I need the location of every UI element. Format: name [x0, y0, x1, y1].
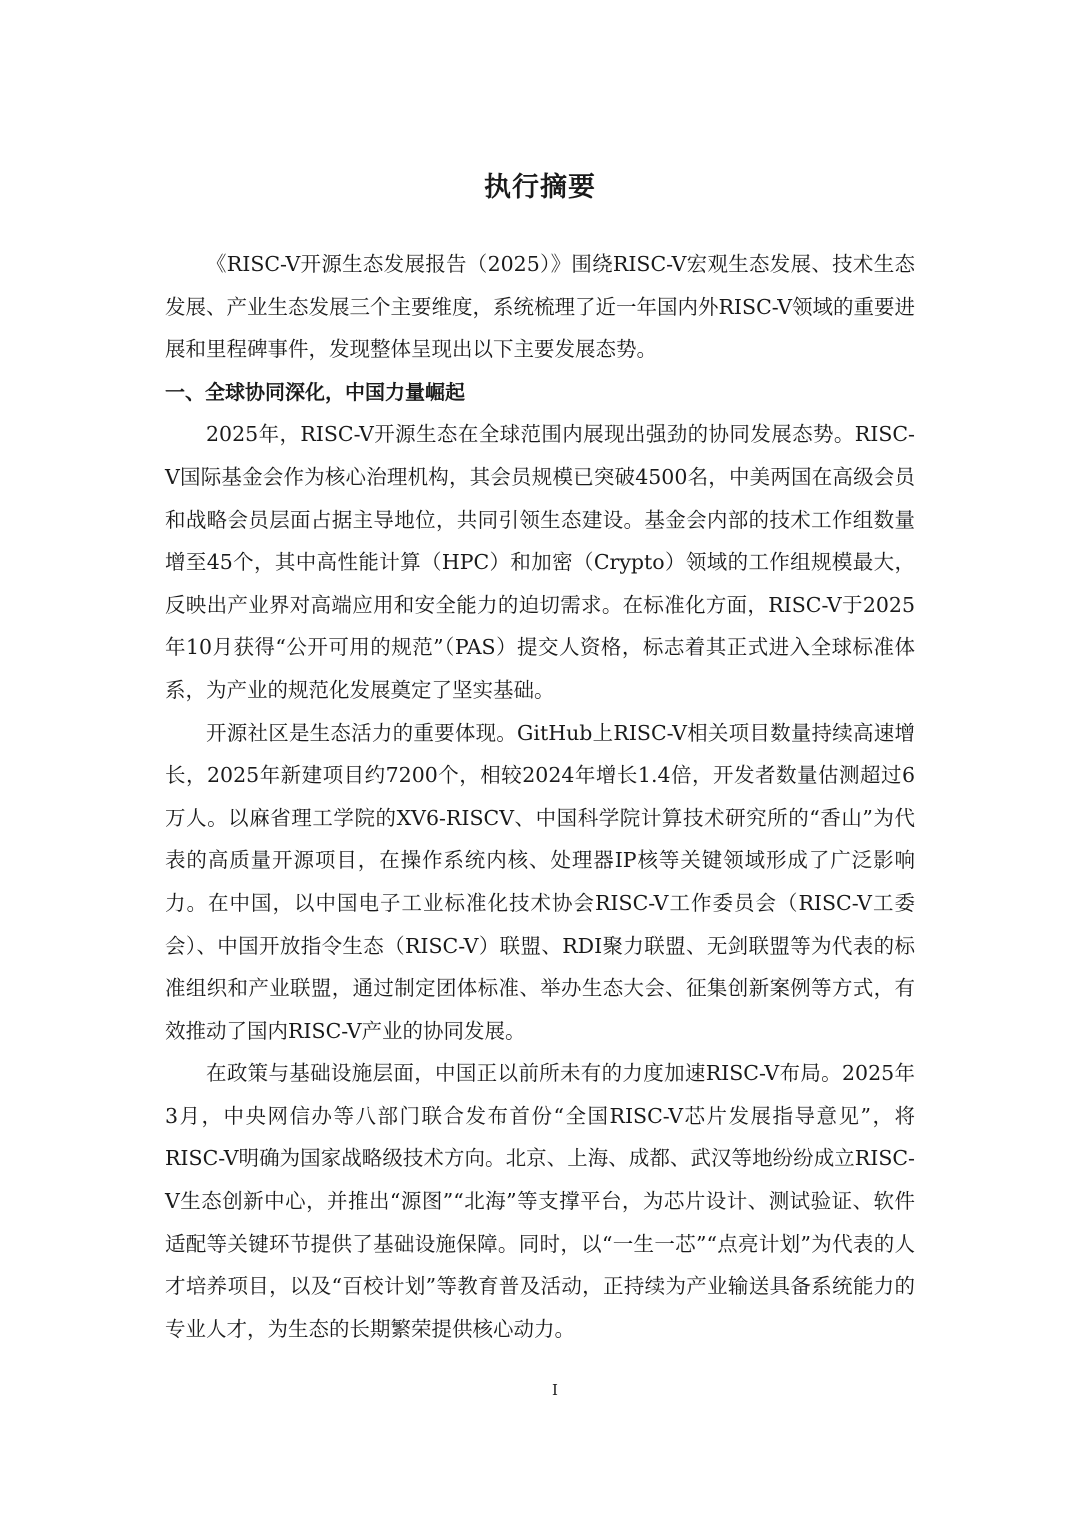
paragraph-global-collaboration: 2025年，RISC-V开源生态在全球范围内展现出强劲的协同发展态势。RISC-V国际基金会作为核心治理机构，其会员规模已突破4500名，中美两国在高级会员和战略会员层面占据主导地位，共同引领生态建设。基金会内部的技术工作组数量增至45个，其中高性能计算（HPC）和加密（Crypto）领域的工作组规模最大，反映出产业界对高端应用和安全能力的迫切需求。在标准化方面，RISC-V于2025年10月获得“公开可用的规范”（PAS）提交人资格，标志着其正式进入全球标准体系，为产业的规范化发展奠定了坚实基础。 — [165, 422, 915, 702]
paragraph-policy-infrastructure: 在政策与基础设施层面，中国正以前所未有的力度加速RISC-V布局。2025年3月，中央网信办等八部门联合发布首份“全国RISC-V芯片发展指导意见”，将RISC-V明确为国家战略级技术方向。北京、上海、成都、武汉等地纷纷成立RISC-V生态创新中心，并推出“源图”“北海”等支撑平台，为芯片设计、测试验证、软件适配等关键环节提供了基础设施保障。同时，以“一生一芯”“点亮计划”为代表的人才培养项目，以及“百校计划”等教育普及活动，正持续为产业输送具备系统能力的专业人才，为生态的长期繁荣提供核心动力。 — [165, 1061, 915, 1341]
body-text — [165, 243, 915, 1350]
intro-paragraph: 《RISC-V开源生态发展报告（2025）》围绕RISC-V宏观生态发展、技术生态发展、产业生态发展三个主要维度，系统梳理了近一年国内外RISC-V领域的重要进展和里程碑事件，发现整体呈现出以下主要发展态势。 — [165, 252, 915, 362]
page-number: I — [552, 1381, 558, 1399]
page-title: 执行摘要 — [484, 172, 596, 203]
section-heading: 一、全球协同深化，中国力量崛起 — [165, 379, 465, 404]
paragraph-open-source-community: 开源社区是生态活力的重要体现。GitHub上RISC-V相关项目数量持续高速增长，2025年新建项目约7200个，相较2024年增长1.4倍，开发者数量估测超过6万人。以麻省理工学院的XV6-RISCV、中国科学院计算技术研究所的“香山”为代表的高质量开源项目，在操作系统内核、处理器IP核等关键领域形成了广泛影响力。在中国，以中国电子工业标准化技术协会RISC-V工作委员会（RISC-V工委会）、中国开放指令生态（RISC-V）联盟、RDI聚力联盟、无剑联盟等为代表的标准组织和产业联盟，通过制定团体标准、举办生态大会、征集创新案例等方式，有效推动了国内RISC-V产业的协同发展。 — [165, 720, 915, 1043]
